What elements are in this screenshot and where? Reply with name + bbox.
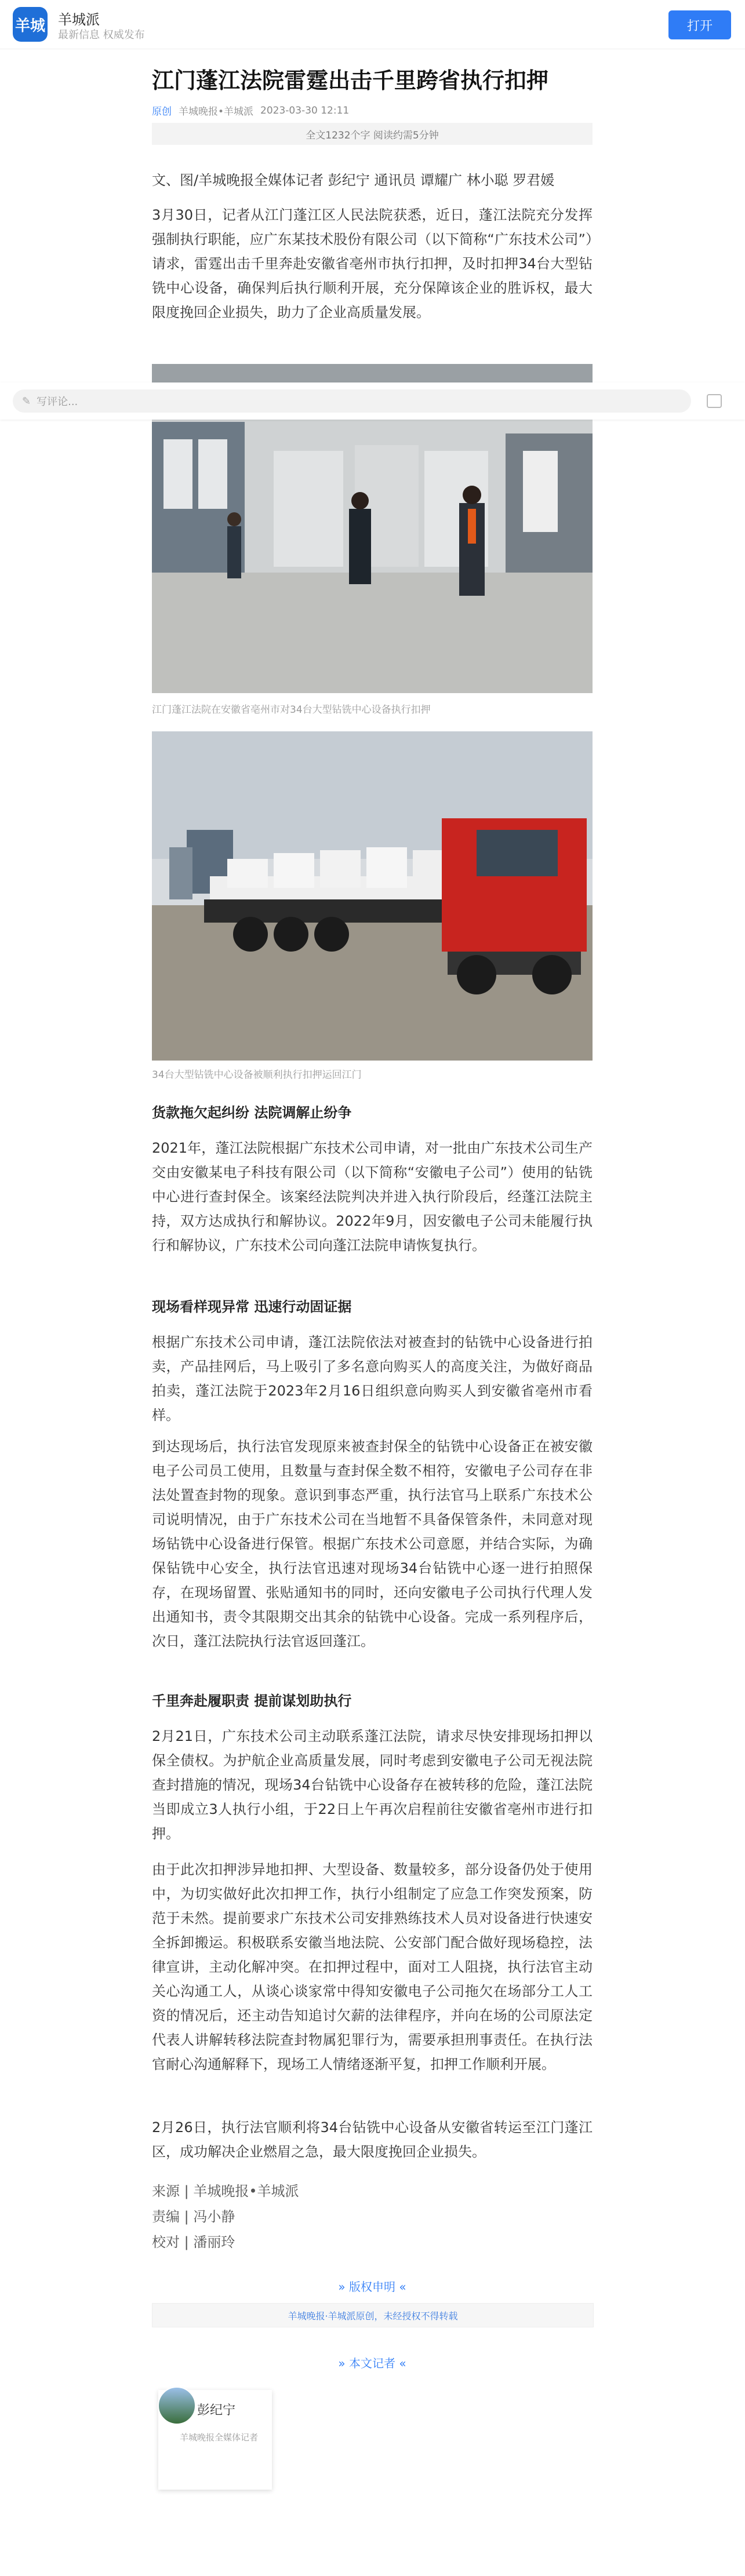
chevron-right-icon: « [399, 2280, 406, 2294]
paragraph: 2月21日，广东技术公司主动联系蓬江法院，请求尽快安排现场扣押以保全债权。为护航企业高质量发展，同时考虑到安徽电子公司无视法院查封措施的情况，现场34台钻铣中心设备存在被转移的危险，蓬江法院当即成立3人执行小组，于22日上午再次启程前往安徽省亳州市进行扣押。 [152, 1728, 593, 1842]
comment-icon[interactable] [707, 394, 722, 408]
open-app-button[interactable]: 打开 [668, 10, 731, 39]
paragraph: 2月26日，执行法官顺利将34台钻铣中心设备从安徽省转运至江门蓬江区，成功解决企业燃眉之急，最大限度挽回企业损失。 [152, 2119, 593, 2160]
comment-input[interactable] [13, 389, 691, 413]
author-description: 羊城晚报全媒体记者 [180, 2432, 259, 2443]
source-line: 来源 | 羊城晚报•羊城派 [152, 2183, 299, 2199]
truck-photo [152, 731, 593, 1061]
paragraph: 2021年，蓬江法院根据广东技术公司申请，对一批由广东技术公司生产交由安徽某电子科技有限公司（以下简称“安徽电子公司”）使用的钻铣中心进行查封保全。该案经法院判决并进入执行阶段后，经蓬江法院主持，双方达成执行和解协议。2022年9月，因安徽电子公司未能履行执行和解协议，广东技术公司向蓬江法院申请恢复执行。 [152, 1140, 593, 1254]
article-source[interactable]: 羊城晚报•羊城派 [179, 106, 254, 118]
author-section-title: 本文记者 [349, 2356, 395, 2370]
chevron-left-icon: » [338, 2280, 346, 2294]
image-caption-1: 江门蓬江法院在安徽省亳州市对34台大型钻铣中心设备执行扣押 [152, 704, 431, 716]
section-heading: 千里奔赴履职责 提前谋划助执行 [152, 1693, 352, 1709]
copyright-title: 版权申明 [349, 2280, 395, 2294]
app-header [0, 0, 745, 49]
paragraph: 3月30日，记者从江门蓬江区人民法院获悉，近日，蓬江法院充分发挥强制执行职能，应广东某技术股份有限公司（以下简称“广东技术公司”）请求，雷霆出击千里奔赴安徽省亳州市执行扣押，及时扣押34台大型钻铣中心设备，确保判后执行顺利开展，充分保障该企业的胜诉权，最大限度挽回企业损失，助力了企业高质量发展。 [152, 207, 593, 320]
original-tag: 原创 [152, 106, 172, 118]
byline: 文、图/羊城晚报全媒体记者 彭纪宁 通讯员 谭耀广 林小聪 罗君媛 [152, 172, 555, 188]
article-meta [152, 103, 593, 118]
paragraph: 到达现场后，执行法官发现原来被查封保全的钻铣中心设备正在被安徽电子公司员工使用，且数量与查封保全数不相符，安徽电子公司存在非法处置查封物的现象。意识到事态严重，执行法官马上联系广东技术公司说明情况，由于广东技术公司在当地暂不具备保管条件，未同意对现场钻铣中心设备进行保管。根据广东技术公司意愿，并结合实际，为确保钻铣中心安全，执行法官迅速对现场34台钻铣中心逐一进行拍照保存，在现场留置、张贴通知书的同时，还向安徽电子公司执行代理人发出通知书，责令其限期交出其余的钻铣中心设备。完成一系列程序后，次日，蓬江法院执行法官返回蓬江。 [152, 1438, 593, 1649]
section-heading: 货款拖欠起纠纷 法院调解止纷争 [152, 1105, 352, 1121]
avatar[interactable] [158, 2386, 196, 2425]
app-subtitle: 最新信息 权威发布 [58, 29, 145, 41]
author-name[interactable]: 彭纪宁 [197, 2403, 236, 2418]
author-divider [152, 2354, 593, 2371]
proofreader-line: 校对 | 潘丽玲 [152, 2234, 235, 2250]
copyright-divider [152, 2278, 593, 2294]
article-title: 江门蓬江法院雷霆出击千里跨省执行扣押 [152, 68, 549, 93]
editor-line: 责编 | 冯小静 [152, 2209, 235, 2225]
image-caption-2: 34台大型钻铣中心设备被顺利执行扣押运回江门 [152, 1069, 362, 1081]
read-info: 全文1232个字 阅读约需5分钟 [152, 123, 593, 145]
app-name: 羊城派 [58, 12, 100, 28]
pen-icon: ✎ [22, 395, 31, 407]
article-datetime: 2023-03-30 12:11 [260, 104, 350, 116]
article-image-2[interactable] [152, 731, 593, 1061]
app-logo[interactable]: 羊城 [13, 7, 48, 42]
chevron-left-icon: » [338, 2356, 346, 2370]
copyright-notice: 羊城晚报·羊城派原创，未经授权不得转载 [152, 2303, 594, 2327]
comment-placeholder: 写评论... [37, 396, 78, 408]
section-heading: 现场看样现异常 迅速行动固证据 [152, 1299, 352, 1315]
chevron-right-icon: « [399, 2356, 406, 2370]
paragraph: 由于此次扣押涉异地扣押、大型设备、数量较多，部分设备仍处于使用中，为切实做好此次扣押工作，执行小组制定了应急工作突发预案，防范于未然。提前要求广东技术公司安排熟练技术人员对设备进行快速安全拆卸搬运。积极联系安徽当地法院、公安部门配合做好现场稳控，法律宣讲，主动化解冲突。在扣押过程中，面对工人阻挠，执行法官主动关心沟通工人，从谈心谈家常中得知安徽电子公司拖欠在场部分工人工资的情况后，还主动告知追讨欠薪的法律程序，并向在场的公司原法定代表人讲解转移法院查封物属犯罪行为，需要承担刑事责任。在执行法官耐心沟通解释下，现场工人情绪逐渐平复，扣押工作顺利开展。 [152, 1861, 593, 2072]
comment-bar [0, 382, 745, 420]
paragraph: 根据广东技术公司申请，蓬江法院依法对被查封的钻铣中心设备进行拍卖，产品挂网后，马上吸引了多名意向购买人的高度关注，为做好商品拍卖，蓬江法院于2023年2月16日组织意向购买人到安徽省亳州市看样。 [152, 1334, 593, 1423]
